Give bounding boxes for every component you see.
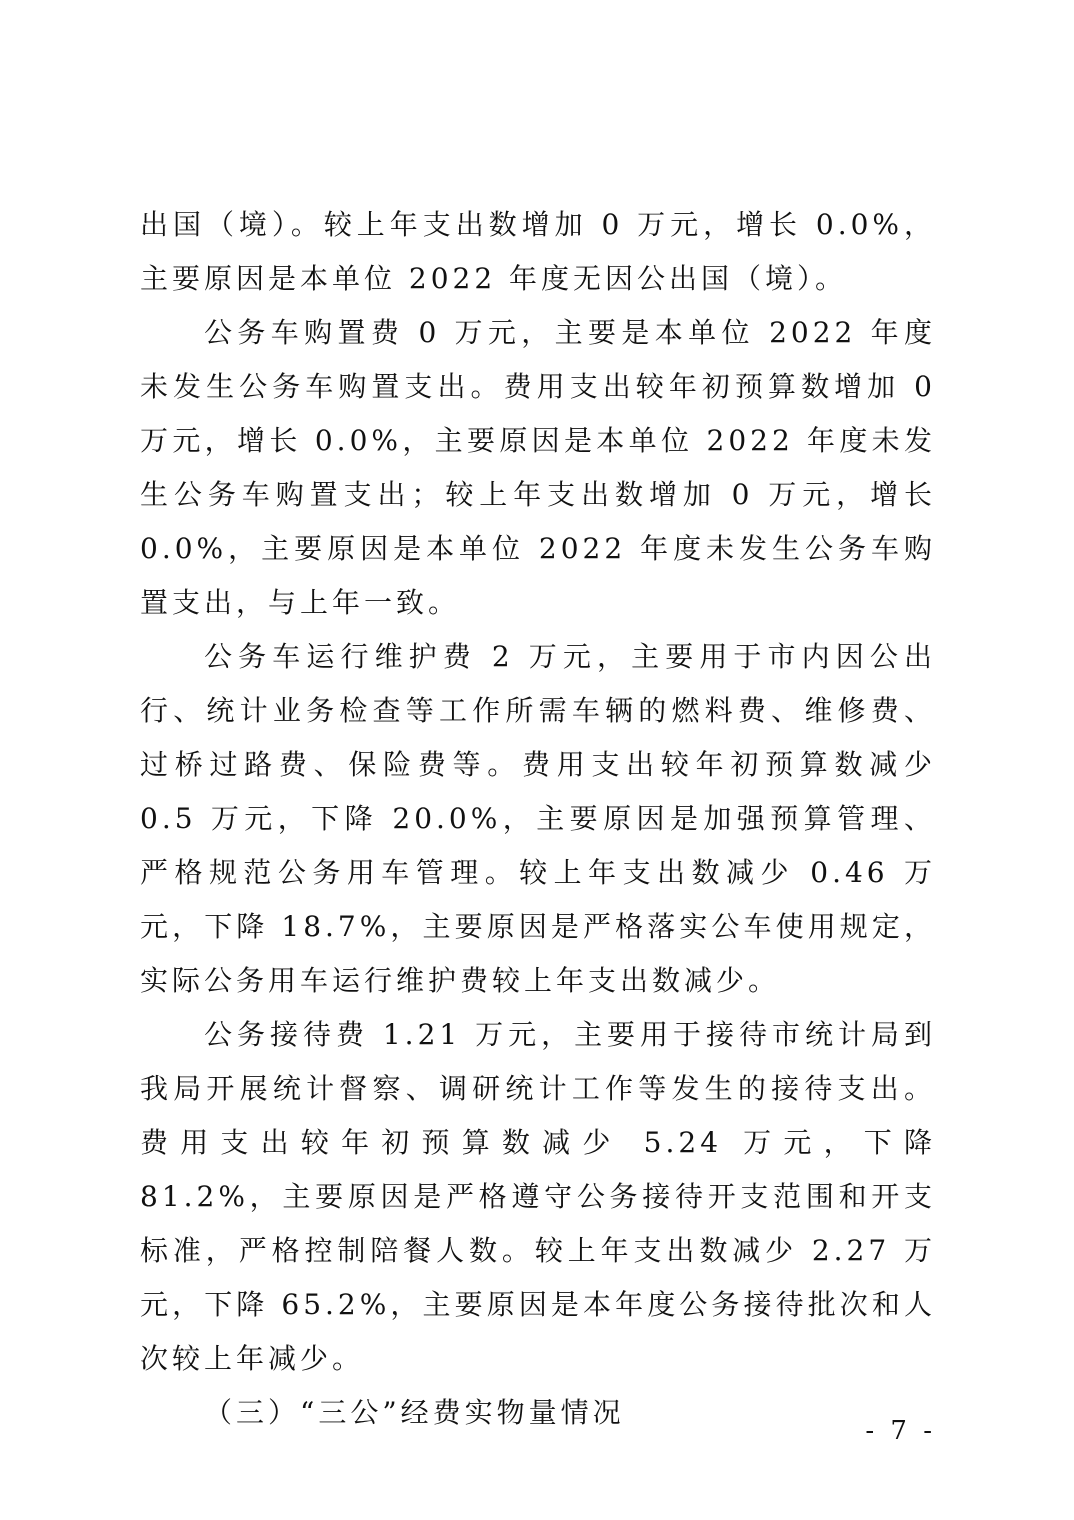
paragraph-vehicle-maintenance: 公务车运行维护费 2 万元，主要用于市内因公出行、统计业务检查等工作所需车辆的燃料费、维修费、过桥过路费、保险费等。费用支出较年初预算数减少 0.5 万元，下降 20.0%，主要原因是加强预算管理、严格规范公务用车管理。较上年支出数减少 0.46 万元，下降 18.7%，主要原因是严格落实公车使用规定，实际公务用车运行维护费较上年支出数减少。 [140, 640, 936, 997]
section-heading: （三）“三公”经费实物量情况 [204, 1396, 625, 1429]
document-body [140, 198, 936, 1440]
paragraph-vehicle-purchase: 公务车购置费 0 万元，主要是本单位 2022 年度未发生公务车购置支出。费用支出较年初预算数增加 0 万元，增长 0.0%，主要原因是本单位 2022 年度未发生公务车购置支出；较上年支出数增加 0 万元，增长 0.0%，主要原因是本单位 2022 年度未发生公务车购置支出，与上年一致。 [140, 316, 936, 619]
paragraph-reception: 公务接待费 1.21 万元，主要用于接待市统计局到我局开展统计督察、调研统计工作等发生的接待支出。费用支出较年初预算数减少 5.24 万元，下降 81.2%，主要原因是严格遵守公务接待开支范围和开支标准，严格控制陪餐人数。较上年支出数减少 2.27 万元，下降 65.2%，主要原因是本年度公务接待批次和人次较上年减少。 [140, 1018, 936, 1375]
page-number: - 7 - [865, 1416, 936, 1446]
paragraph-continuation: 出国（境）。较上年支出数增加 0 万元，增长 0.0%，主要原因是本单位 2022 年度无因公出国（境）。 [140, 208, 936, 295]
